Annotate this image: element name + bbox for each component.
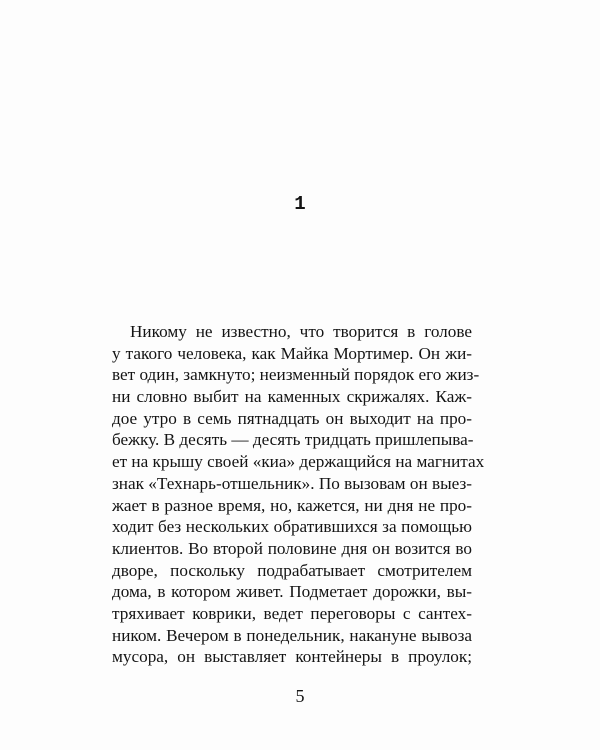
text-line: клиентов. Во второй половине дня он возится во	[112, 538, 472, 558]
text-line: вет один, замкнуто; неизменный порядок его жиз-	[112, 365, 480, 385]
text-line: ет на крышу своей «киа» держащийся на магнитах	[112, 452, 485, 472]
text-line: дома, в котором живет. Подметает дорожки, вы-	[112, 582, 472, 602]
body-paragraph	[112, 321, 485, 668]
text-line: жает в разное время, но, кажется, ни дня не про-	[112, 495, 472, 515]
text-line: тряхивает коврики, ведет переговоры с сантех-	[112, 603, 472, 623]
text-line: Никому не известно, что творится в голове	[130, 322, 472, 341]
text-line: дое утро в семь пятнадцать он выходит на про-	[112, 408, 472, 428]
text-line: мусора, он выставляет контейнеры в проулок;	[112, 647, 472, 667]
text-line: знак «Технарь-отшельник». По вызовам он выез-	[112, 473, 472, 493]
text-line: ходит без нескольких обратившихся за помощью	[112, 517, 472, 537]
text-line: ником. Вечером в понедельник, накануне вывоза	[112, 625, 472, 645]
page-number: 5	[295, 686, 305, 706]
text-line: у такого человека, как Майка Мортимер. Он жи-	[112, 343, 472, 363]
text-line: ни словно выбит на каменных скрижалях. Каж-	[112, 387, 472, 407]
text-line: бежку. В десять — десять тридцать пришлепыва-	[112, 430, 474, 450]
chapter-number: 1	[294, 193, 306, 215]
text-line: дворе, поскольку подрабатывает смотрителем	[112, 560, 472, 580]
